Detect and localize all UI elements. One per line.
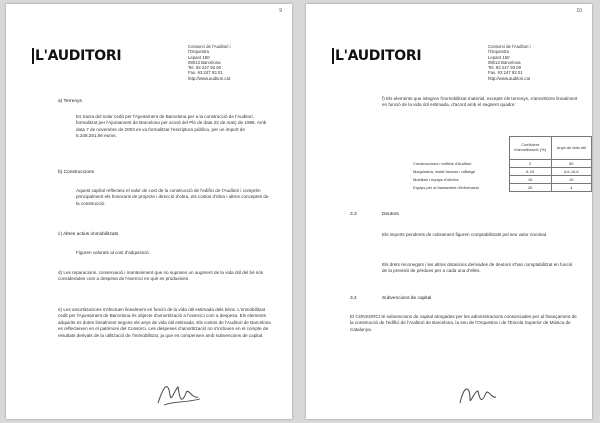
section-number: 3.3	[350, 212, 357, 217]
section-heading-a: a) Terrenys	[58, 99, 82, 104]
page-number: 10	[576, 8, 582, 14]
address-block: Consorci de l'Auditori i l'Orquestra Lepant 150 08013 Barcelona Tel. 93 247 93 00 Fax. 93 247 93 01 http://www.auditori.cat	[188, 44, 231, 81]
section-text-deutors-1: Els imports pendents de cobrament figuren comptabilitzats pel seu valor nominal.	[382, 232, 548, 237]
auditori-logo: L'AUDITORI	[332, 48, 421, 64]
signature-icon	[154, 377, 204, 409]
section-number: 3.4	[350, 296, 357, 301]
table-row: Mobiliari i equips d'oficina 10 10	[410, 176, 592, 184]
right-page	[306, 4, 592, 419]
auditori-logo: L'AUDITORI	[32, 48, 121, 64]
section-text-e: e) Les amortitzacions s'efectuen linealment en funció de la vida útil estimada dels béns. L'immobilitzat cedit per l'Ajuntament de Barcelona és objecte d'amortització a l'exercici com a despesa. Els elements adquirits es doten linealment segons els anys de vida útil estimada. Els costos de l'Auditori de Barcelona es reflecteixen en el patrimoni del Consorci. Les despeses d'amortització no s'inclouen en el compte de resultats derivats de la utilització de l'immobilitzat, ja que es compensen amb subvencions de capital.	[58, 307, 271, 338]
table-row: Construccions i edificis d'Auditori 2 50	[410, 160, 592, 168]
table-row: Equips per al tractament d'informació 25 4	[410, 184, 592, 192]
section-text-a: Es tracta del solar cedit per l'Ajuntament de Barcelona per a la construcció de l'Auditori, formalitzat per l'Ajuntament de Barcelona per acord del Ple de data 22 de març de 1996. Amb data 7 de novembre de 2003 es va formalitzar l'escriptura pública, per un import de 5.348.281,56 euros.	[76, 114, 267, 139]
address-block: Consorci de l'Auditori i l'Orquestra Lepant 150 08013 Barcelona Tel. 93 247 93 00 Fax. 93 247 93 01 http://www.auditori.cat	[488, 44, 531, 81]
table-header: Anys de vida útil	[551, 137, 591, 160]
amortization-table	[410, 136, 592, 192]
section-text-c: Figuren valorats al cost d'adquisició.	[76, 250, 150, 255]
section-text-d: d) Les reparacions, conservació i manteniment que no suposen un augment de la vida útil del bé són considerades com a despesa de l'exercici en què es produeixen.	[58, 270, 264, 282]
section-text-subvencions: El CONSORCI té subvencions de capital atorgades per les administracions consorciades per al finançament de la construcció de l'edifici de l'Auditori de Barcelona, la seu de l'Orquestra i de l'Escola Superior de Música de Catalunya.	[350, 314, 577, 332]
section-text-deutors-2: Els drets reconeguts i les altres dotacions derivades de deutors s'han comptabilitzat en funció de la previsió de pèrdues per a cada una d'elles.	[382, 262, 573, 274]
left-page	[6, 4, 292, 419]
intro-text: f) Els elements que integren l'immobilitzat material, excepte els terrenys, s'amortitzen linealment en funció de la vida útil estimada, d'acord amb el següent quadre:	[382, 96, 578, 108]
section-heading-deutors: Deutors	[382, 212, 399, 217]
section-heading-b: b) Construccions	[58, 170, 94, 175]
section-text-b: Aquest capítol reflecteix el valor de cost de la construcció de l'edifici de l'Auditori i comprèn principalment els honoraris de projecte i direcció d'obra, els costos d'obra i altres conceptes de la construcció.	[76, 188, 269, 206]
section-heading-c: c) Altres actius immobilitzats	[58, 232, 119, 237]
page-number: 9	[279, 8, 282, 14]
table-header: Coeficient d'amortització (%)	[509, 137, 551, 160]
section-heading-subvencions: Subvencions de capital	[382, 296, 432, 301]
signature-icon	[456, 379, 500, 409]
table-row: Maquinària, instal·lacions i utillatge 6-15 6,6-16,6	[410, 168, 592, 176]
